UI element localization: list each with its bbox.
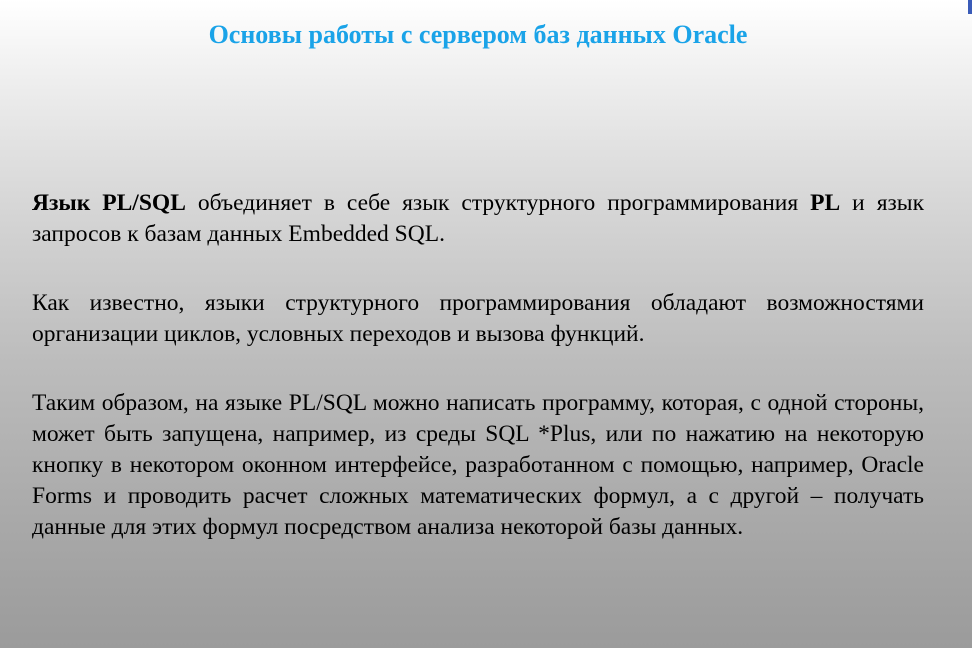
- paragraph-text: объединяет в себе язык структурного программирования: [185, 190, 811, 216]
- paragraph-plsql-usage: Таким образом, на языке PL/SQL можно написать программу, которая, с одной стороны, может быть запущена, например, из среды SQL *Plus, или по нажатию на некоторую кнопку в некотором оконном интерфейсе, разработанном с помощью, например, Oracle Forms и проводить расчет сложных математических формул, а с другой – получать данные для этих формул посредством анализа некоторой базы данных.: [32, 390, 924, 540]
- paragraph-text: и язык запросов к базам данных Embedded SQL.: [32, 190, 925, 247]
- paragraph-plsql-definition: [32, 188, 924, 250]
- paragraph-structured-programming: Как известно, языки структурного программирования обладают возможностями организации циклов, условных переходов и вызова функций.: [32, 290, 924, 347]
- slide-title: Основы работы с сервером баз данных Oracle: [208, 20, 748, 49]
- slide-body: [32, 188, 924, 581]
- term-plsql: Язык PL/SQL: [32, 190, 186, 216]
- corner-accent-mark: [968, 0, 972, 14]
- term-pl: PL: [810, 190, 841, 216]
